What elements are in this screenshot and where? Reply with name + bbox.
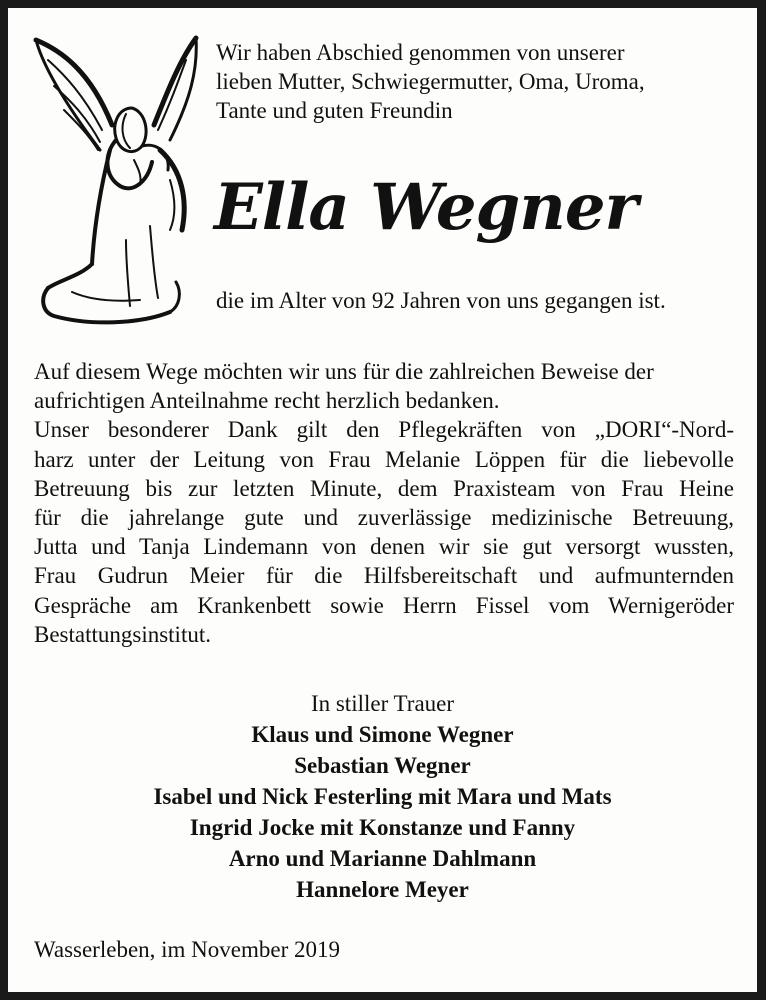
gratitude-line: aufrichtigen Anteilnahme recht herzlich bedanken. <box>34 388 500 414</box>
gratitude-line: Auf diesem Wege möchten wir uns für die zahlreichen Beweise der <box>34 359 654 384</box>
mourner-name: Arno und Marianne Dahlmann <box>228 846 537 871</box>
deceased-name: Ella Wegner <box>214 170 638 245</box>
gratitude-line: Bestattungsinstitut. <box>34 621 211 647</box>
mourner-name: Hannelore Meyer <box>296 877 469 902</box>
gratitude-line: für die jahrelange gute und zuverlässige medizinische Betreuung, <box>34 505 734 531</box>
mourner-name: Isabel und Nick Festerling mit Mara und Mats <box>153 784 612 809</box>
intro-line: Wir haben Abschied genommen von unserer <box>216 40 625 65</box>
mourner-name: Ingrid Jocke mit Konstanze und Fanny <box>189 815 576 840</box>
gratitude-line: Unser besonderer Dank gilt den Pflegekräften von „DORI“-Nord- <box>34 417 734 443</box>
place-date: Wasserleben, im November 2019 <box>34 937 341 962</box>
gratitude-line: Gespräche am Krankenbett sowie Herrn Fissel vom Wernigeröder <box>34 592 734 618</box>
intro-line: Tante und guten Freundin <box>216 98 453 123</box>
obituary-notice <box>8 8 757 992</box>
gratitude-line: Frau Gudrun Meier für die Hilfsbereitschaft und aufmunternden <box>34 563 734 589</box>
gratitude-line: Betreuung bis zur letzten Minute, dem Praxisteam von Frau Heine <box>34 475 734 501</box>
mourner-name: Klaus und Simone Wegner <box>251 722 514 747</box>
intro-text <box>216 38 736 125</box>
mourner-name: Sebastian Wegner <box>294 753 471 778</box>
angel-icon <box>30 30 202 332</box>
gratitude-line: harz unter der Leitung von Frau Melanie Löppen für die liebevolle <box>34 446 734 472</box>
mourners-block <box>8 688 757 905</box>
mourners-heading: In stiller Trauer <box>310 691 455 716</box>
age-line: die im Alter von 92 Jahren von uns gegangen ist. <box>216 288 666 313</box>
intro-line: lieben Mutter, Schwiegermutter, Oma, Uroma, <box>216 69 645 94</box>
gratitude-text <box>34 357 734 649</box>
gratitude-line: Jutta und Tanja Lindemann von denen wir sie gut versorgt wussten, <box>34 534 734 560</box>
